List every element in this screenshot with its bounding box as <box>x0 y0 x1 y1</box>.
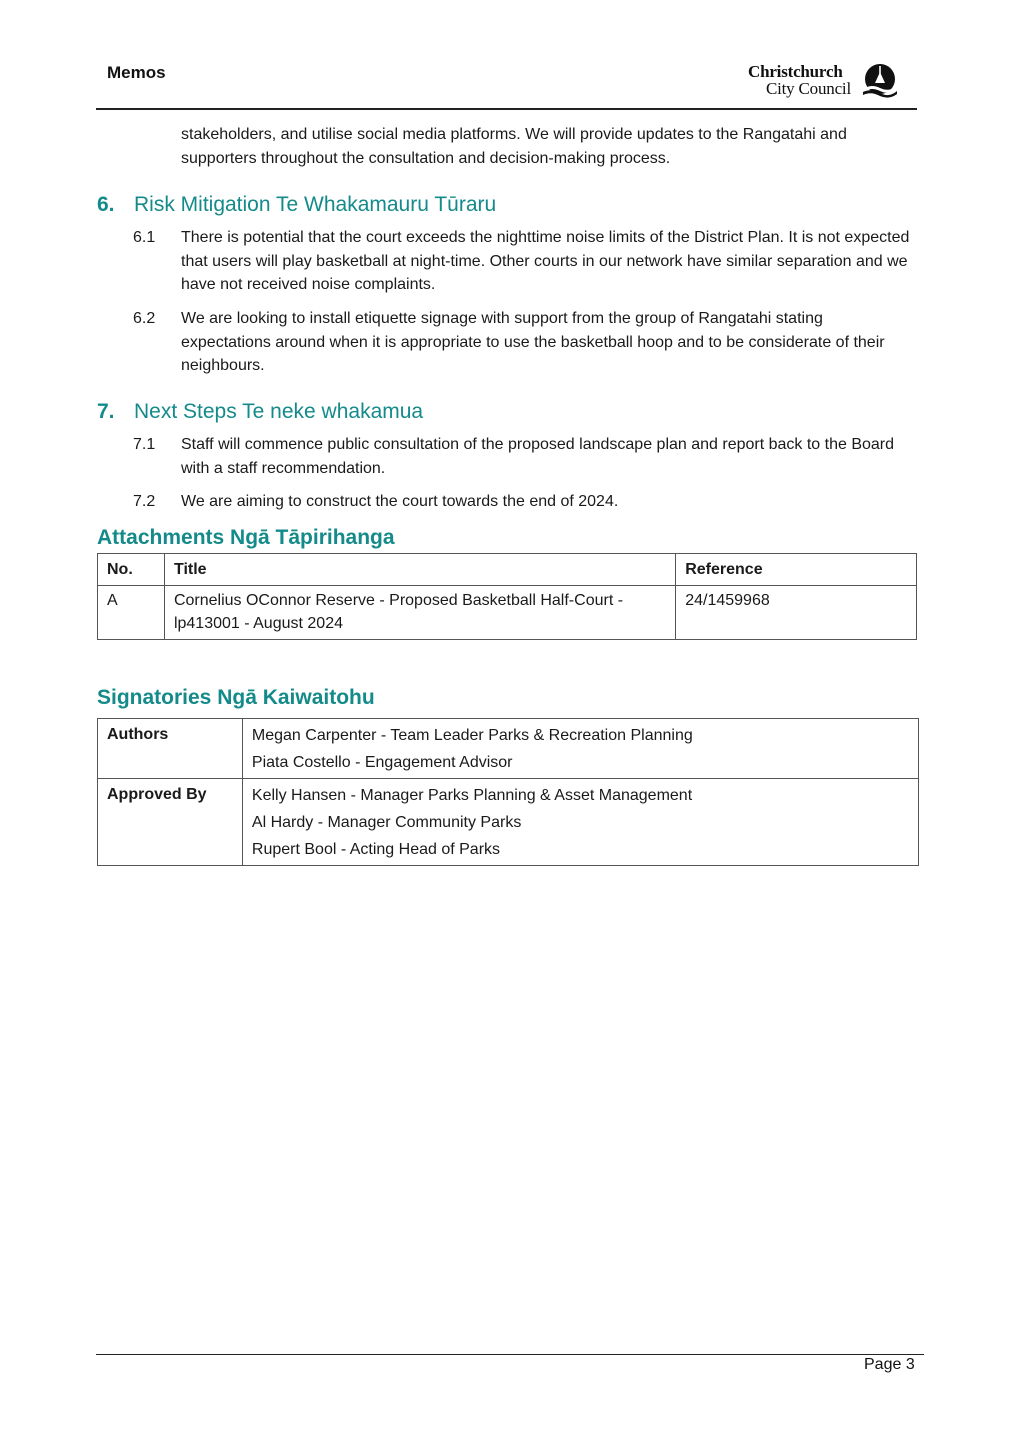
approver-name: Rupert Bool - Acting Head of Parks <box>251 841 501 858</box>
item-6-2-text: We are looking to install etiquette signage with support from the group of Rangatahi stating expectations around when it is appropriate to use the basketball hoop and to be considerate of their neighbours. <box>181 310 885 374</box>
cathedral-icon <box>862 63 898 99</box>
approved-label: Approved By <box>98 779 243 866</box>
author-name: Megan Carpenter - Team Leader Parks & Recreation Planning <box>251 727 693 744</box>
council-logo <box>748 63 900 101</box>
approved-row <box>98 779 919 866</box>
attachments-header-row <box>98 554 917 586</box>
item-7-2-number: 7.2 <box>133 493 156 510</box>
item-6-1-number: 6.1 <box>133 229 156 246</box>
section-6-heading <box>97 192 496 218</box>
approver-name: Kelly Hansen - Manager Parks Planning & Asset Management <box>251 787 693 804</box>
author-name: Piata Costello - Engagement Advisor <box>251 754 513 771</box>
item-7-1-number: 7.1 <box>133 436 156 453</box>
approver-name: Al Hardy - Manager Community Parks <box>251 814 522 831</box>
section-6-number: 6. <box>97 193 115 216</box>
column-header-no: No. <box>98 554 165 586</box>
item-6-2-number: 6.2 <box>133 310 156 327</box>
attachments-table <box>97 553 917 640</box>
table-row <box>98 585 917 639</box>
section-6-title: Risk Mitigation Te Whakamauru Tūraru <box>134 193 497 216</box>
page-number: Page 3 <box>864 1356 915 1373</box>
item-7-1-text: Staff will commence public consultation of the proposed landscape plan and report back to the Board with a staff recommendation. <box>181 436 895 477</box>
authors-row <box>98 719 919 779</box>
attachment-title: Cornelius OConnor Reserve - Proposed Basketball Half-Court - lp413001 - August 2024 <box>164 585 675 639</box>
logo-line1: Christchurch <box>748 62 843 81</box>
section-7-number: 7. <box>97 400 115 423</box>
column-header-reference: Reference <box>676 554 917 586</box>
column-header-title: Title <box>164 554 675 586</box>
authors-label: Authors <box>98 719 243 779</box>
logo-text <box>748 63 851 97</box>
authors-list <box>242 719 918 779</box>
header-divider <box>96 108 917 110</box>
intro-continuation-text: stakeholders, and utilise social media platforms. We will provide updates to the Rangatahi and supporters throughout the consultation and decision-making process. <box>181 126 847 167</box>
item-7-2-text: We are aiming to construct the court towards the end of 2024. <box>181 493 619 510</box>
footer-divider <box>96 1354 924 1355</box>
signatories-table <box>97 718 919 866</box>
header-title: Memos <box>107 63 166 82</box>
section-7-heading <box>97 399 423 425</box>
approved-list <box>242 779 918 866</box>
logo-line2: City Council <box>766 79 851 98</box>
signatories-heading: Signatories Ngā Kaiwaitohu <box>97 686 375 709</box>
item-6-1-text: There is potential that the court exceeds the nighttime noise limits of the District Plan. It is not expected that users will play basketball at night-time. Other courts in our network have similar separation and we have not received noise complaints. <box>181 229 910 293</box>
attachment-no: A <box>98 585 165 639</box>
attachment-reference: 24/1459968 <box>676 585 917 639</box>
section-7-title: Next Steps Te neke whakamua <box>134 400 424 423</box>
attachments-heading: Attachments Ngā Tāpirihanga <box>97 526 395 549</box>
